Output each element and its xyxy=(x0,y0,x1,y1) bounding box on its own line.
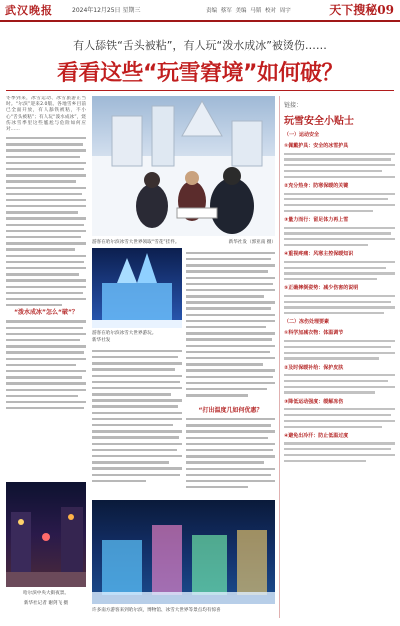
boxout-body-lines xyxy=(6,320,86,409)
photo-caption-middle: 游客在哈尔滨冰雪大世界游玩。 xyxy=(92,331,157,336)
article-body-lines xyxy=(186,252,275,397)
tips-item-body xyxy=(284,374,395,394)
article-column-1 xyxy=(6,96,86,476)
photo-caption-bottom-right: 许多南方游客来到哈尔滨，博物馆、冰雪大世界等景点均有惊喜 xyxy=(92,608,221,613)
photo-credit-top: 新华社发（郭亚南 摄） xyxy=(228,240,276,245)
tips-item-heading: ④重视疼痛：风寒主控保暖知识 xyxy=(284,251,354,258)
photo-caption-bottom-left: 哈尔滨中央大街夜景。 xyxy=(23,591,69,596)
photo-snow-festival xyxy=(92,96,275,236)
tips-item-body xyxy=(284,442,395,462)
tips-item-body xyxy=(284,340,395,360)
tips-item-heading: ①科学加减衣物：体温调节 xyxy=(284,330,344,337)
tips-item-body xyxy=(284,193,395,213)
photo-night-street xyxy=(6,482,86,587)
ice-castle-illustration xyxy=(92,248,182,328)
photo-caption-top: 游客在哈尔滨冰雪大世界领取“雪花”挂件。 xyxy=(92,240,180,245)
tips-section-heading: （一）运动安全 xyxy=(284,132,320,138)
article-body-lines xyxy=(92,350,182,482)
main-headline: 看看这些“玩雪窘境”如何破？ xyxy=(57,61,343,86)
ice-lanterns-illustration xyxy=(92,500,275,604)
photo-ice-lanterns xyxy=(92,500,275,604)
tips-section-heading: （二）冻伤处理要素 xyxy=(284,319,330,326)
article-intro: 冬季到来，冰雪运动、冰雪旅游正当时。“尔滨”迎来2.0版。各地雪乡目前已全面开放，有人舔铁被粘，不小心“舌头被粘”；有人玩“泼水成冰”，烧伤冰雪季里这些尴尬与危险如何应对…… xyxy=(6,96,86,133)
subheadline: 有人舔铁“舌头被粘”，有人玩“泼水成冰”被烫伤…… xyxy=(73,39,327,52)
boxout-title: “泼水成冰”怎么“破”？ xyxy=(14,309,78,317)
masthead xyxy=(0,0,400,22)
section-title: 天下搜秘09 xyxy=(329,3,394,17)
snow-festival-illustration xyxy=(92,96,275,236)
tips-item-heading: ④避免出冷汗：防止低温过度 xyxy=(284,432,349,439)
tips-item-body xyxy=(284,227,395,247)
editor-credits: 责编 蔡军 美编 马韬 校对 周宇 xyxy=(206,8,291,14)
article-column-3 xyxy=(186,248,275,403)
photo-credit-bottom-left: 新华社记者 谢剑飞 摄 xyxy=(23,601,69,606)
article-body-lines xyxy=(186,418,275,488)
photo-ice-castle xyxy=(92,248,182,328)
newspaper-logo: 武汉晚报 xyxy=(5,4,53,17)
tips-sidebar xyxy=(279,96,395,618)
tips-item-heading: ①佩戴护具：安全的冰雪护具 xyxy=(284,143,349,149)
night-street-illustration xyxy=(6,482,86,587)
issue-date: 2024年12月25日 星期三 xyxy=(72,7,141,14)
tips-item-heading: ⑤正确摔倒姿势：减少伤害的说明 xyxy=(284,285,359,292)
tips-item-heading: ②及时保暖补给：保护皮肤 xyxy=(284,364,344,371)
tips-item-heading: ③量力而行：留足体力再上雪 xyxy=(284,217,349,224)
article-column-4 xyxy=(186,404,275,496)
tips-item-body xyxy=(284,295,395,315)
tips-item-body xyxy=(284,153,395,178)
tips-link-label: 链接： xyxy=(284,102,303,109)
photo-credit-middle: 新华社发 xyxy=(92,338,111,343)
tips-item-heading: ②充分热身：防寒保暖的关键 xyxy=(284,182,349,189)
tips-title: 玩雪安全小贴士 xyxy=(284,116,354,127)
article-column-2 xyxy=(92,346,182,496)
tips-item-body xyxy=(284,408,395,428)
tips-item-body xyxy=(284,261,395,281)
article-body-lines xyxy=(6,137,86,306)
section-subtitle: “打出温度几如何优惠？ xyxy=(198,407,263,414)
headline-divider xyxy=(6,90,394,91)
tips-item-heading: ③降低运动强度：缓解冻伤 xyxy=(284,398,344,405)
